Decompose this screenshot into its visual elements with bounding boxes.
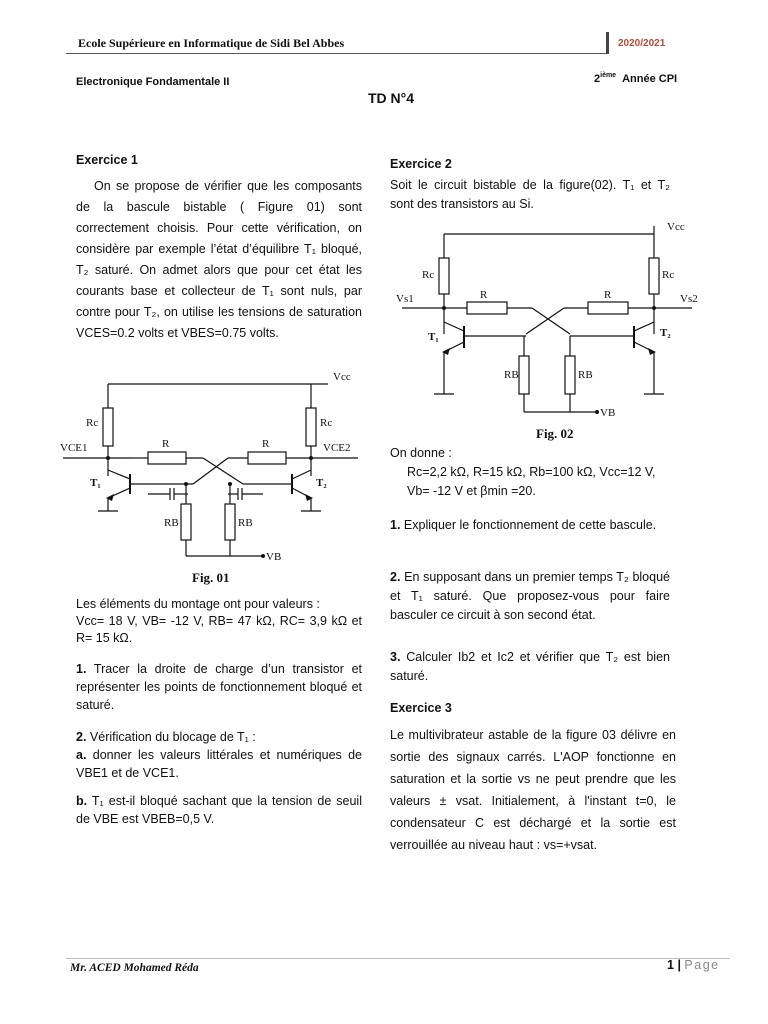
fig1-rc-left-label: Rc xyxy=(86,417,99,429)
ex2-q3-number: 3. xyxy=(390,650,401,664)
exercise-2-q1-block xyxy=(390,516,670,535)
t2-emitter-arrow xyxy=(648,348,656,355)
exercise-2-intro: Soit le circuit bistable de la figure(02). T₁ et T₂ sont des transistors au Si. xyxy=(390,178,670,211)
fig2-rb-right-label: RB xyxy=(578,369,593,381)
level-suffix: ième xyxy=(600,72,617,79)
fig1-vcc-label: Vcc xyxy=(333,371,351,383)
page-indicator xyxy=(667,958,720,972)
level-number: 2 xyxy=(594,73,601,85)
rc-right-resistor xyxy=(649,258,659,294)
header-rule xyxy=(66,53,606,54)
fig2-vs1-label: Vs1 xyxy=(396,293,414,305)
academic-year: 2020/2021 xyxy=(618,38,666,49)
values-line-2: Vcc= 18 V, VB= -12 V, RB= 47 kΩ, RC= 3,9 kΩ et R= 15 kΩ. xyxy=(76,614,362,645)
exercise-2-given-block xyxy=(390,444,670,501)
exercise-2-intro-block xyxy=(390,176,670,214)
author-name: Mr. ACED Mohamed Réda xyxy=(70,962,199,974)
exercise-3-title: Exercice 3 xyxy=(390,701,452,715)
ex2-q2-number: 2. xyxy=(390,570,401,584)
ex2-q3-text: Calculer Ib2 et Ic2 et vérifier que T₂ est bien saturé. xyxy=(390,650,670,683)
fig1-rc-right-label: Rc xyxy=(320,417,333,429)
fig1-caption: Fig. 01 xyxy=(192,570,230,585)
t1-emitter-arrow xyxy=(106,494,114,501)
given-values: Rc=2,2 kΩ, R=15 kΩ, Rb=100 kΩ, Vcc=12 V, Vb= -12 V et βmin =20. xyxy=(407,465,656,498)
exercise-1-intro-block xyxy=(76,176,362,344)
class-level xyxy=(594,72,677,85)
fig1-t1-label: T₁ xyxy=(90,477,101,489)
exercise-2-heading-block xyxy=(390,154,670,175)
fig2-rc-left-label: Rc xyxy=(422,269,435,281)
page-label: Page xyxy=(684,958,720,972)
course-name: Electronique Fondamentale II xyxy=(76,76,230,88)
figure-02-circuit xyxy=(392,214,702,444)
ex2-q1-number: 1. xyxy=(390,518,401,532)
q2a-text: donner les valeurs littérales et numériques de VBE1 et de VCE1. xyxy=(76,748,362,780)
q1-number: 1. xyxy=(76,662,87,676)
q2a-number: a. xyxy=(76,748,87,762)
rb-right-resistor xyxy=(565,356,575,394)
rb-left-resistor xyxy=(181,504,191,540)
page-title: TD N°4 xyxy=(368,90,415,106)
exercise-3-text: Le multivibrateur astable de la figure 03 délivre en sortie des signaux carrés. L'AOP fonctionne en saturation et la sortie vs ne peut prendre que les valeurs ± vsat. Initialement, à l'instant t=0, le condensateur C est déchargé et la sortie est verrouillée au niveau haut : vs=+vsat. xyxy=(390,728,676,852)
fig1-vce1-label: VCE1 xyxy=(60,442,88,454)
rc-left-resistor xyxy=(439,258,449,294)
fig1-r-right-label: R xyxy=(262,438,270,450)
ex2-q2-text: En supposant dans un premier temps T₂ bloqué et T₁ saturé. Que proposez-vous pour faire basculer ce circuit à son second état. xyxy=(390,570,670,622)
level-text: Année CPI xyxy=(622,73,678,85)
rc-right-resistor xyxy=(306,408,316,446)
fig2-r-right-label: R xyxy=(604,289,612,301)
given-title: On donne : xyxy=(390,446,452,460)
exercise-3-heading-block xyxy=(390,698,670,719)
fig2-t1-label: T₁ xyxy=(428,331,439,343)
q2b-number: b. xyxy=(76,794,88,808)
fig2-vcc-label: Vcc xyxy=(667,221,685,233)
fig1-t2-label: T₂ xyxy=(316,477,327,489)
q2-text: Vérification du blocage de T₁ : xyxy=(89,730,256,744)
fig1-vb-label: VB xyxy=(266,551,282,563)
fig1-rb-left-label: RB xyxy=(164,517,179,529)
t2-emitter-arrow xyxy=(305,494,313,501)
exercise-1-heading-block xyxy=(76,150,362,171)
exercise-1-title: Exercice 1 xyxy=(76,153,138,167)
exercise-1-q2-block xyxy=(76,728,362,828)
exercise-1-values xyxy=(76,596,362,647)
school-name: Ecole Supérieure en Informatique de Sidi Bel Abbes xyxy=(78,36,345,50)
fig2-caption: Fig. 02 xyxy=(536,426,574,441)
page-separator: | xyxy=(677,958,681,972)
fig1-rb-right-label: RB xyxy=(238,517,253,529)
fig2-t2-label: T₂ xyxy=(660,327,671,339)
q2b-text: T₁ est-il bloqué sachant que la tension de seuil de VBE est VBEB=0,5 V. xyxy=(76,794,362,826)
exercise-2-title: Exercice 2 xyxy=(390,157,452,171)
r-right-resistor xyxy=(588,302,628,314)
exercise-2-q2-block xyxy=(390,568,670,625)
exercise-1-q1-block xyxy=(76,660,362,714)
fig2-rb-left-label: RB xyxy=(504,369,519,381)
fig2-vs2-label: Vs2 xyxy=(680,293,698,305)
rb-left-resistor xyxy=(519,356,529,394)
fig2-vb-label: VB xyxy=(600,407,616,419)
fig1-vce2-label: VCE2 xyxy=(323,442,351,454)
figure-01-circuit xyxy=(58,366,370,588)
rb-right-resistor xyxy=(225,504,235,540)
q2-number: 2. xyxy=(76,730,87,744)
t1-emitter-arrow xyxy=(442,348,450,355)
ex2-q1-text: Expliquer le fonctionnement de cette bascule. xyxy=(403,518,657,532)
page-number: 1 xyxy=(667,958,674,972)
rc-left-resistor xyxy=(103,408,113,446)
header-separator xyxy=(606,32,609,54)
exercise-2-q3-block xyxy=(390,648,670,686)
r-right-resistor xyxy=(248,452,286,464)
footer-rule xyxy=(66,958,730,959)
q1-text: Tracer la droite de charge d’un transistor et représenter les points de fonctionnement bloqué et saturé. xyxy=(76,662,362,712)
exercise-3-body xyxy=(390,724,676,856)
fig2-rc-right-label: Rc xyxy=(662,269,675,281)
fig1-r-left-label: R xyxy=(162,438,170,450)
r-left-resistor xyxy=(148,452,186,464)
r-left-resistor xyxy=(467,302,507,314)
exercise-1-intro: On se propose de vérifier que les composants de la bascule bistable ( Figure 01) sont correctement choisis. Pour cette vérification, on considère par exemple l’état d’équilibre T₁ bloqué, T₂ saturé. On admet alors que pour cet état les courants base et collecteur de T₁ sont nuls, par contre pour T₂, on utilise les tensions de saturation VCES=0.2 volts et VBES=0.75 volts. xyxy=(76,179,362,340)
fig2-r-left-label: R xyxy=(480,289,488,301)
values-line-1: Les éléments du montage ont pour valeurs : xyxy=(76,597,320,611)
